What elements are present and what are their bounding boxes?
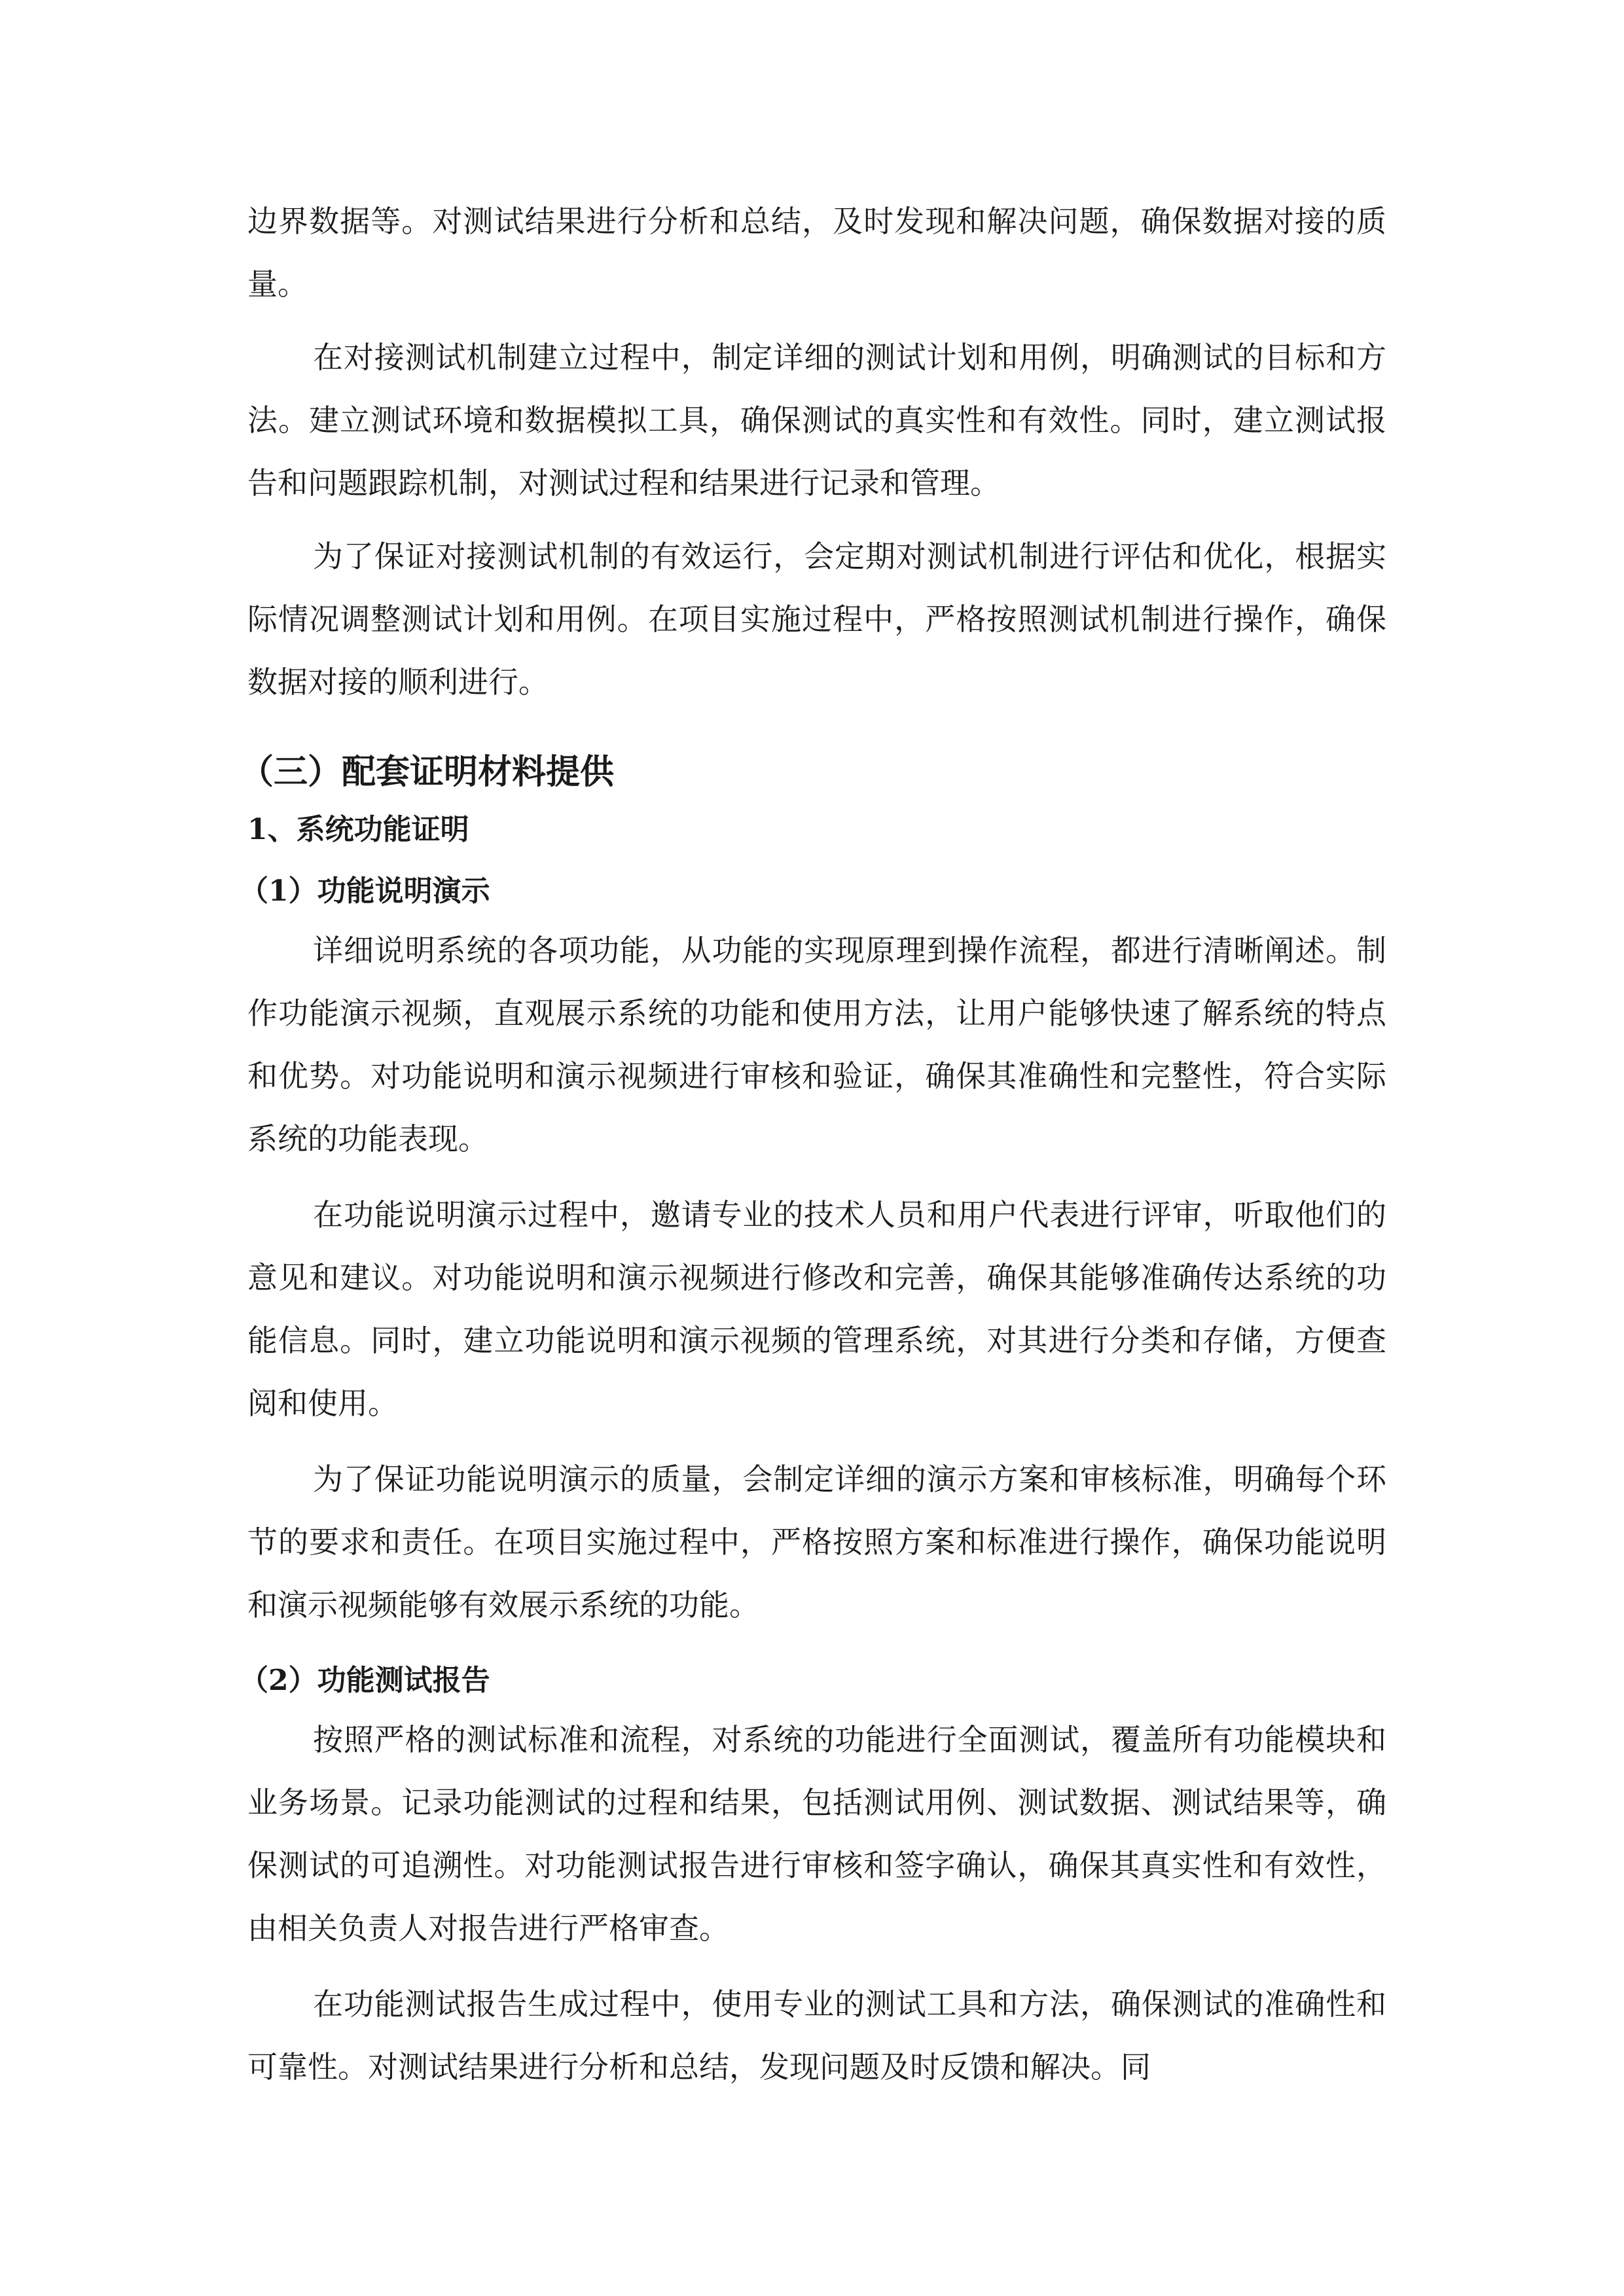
paragraph-1: 边界数据等。对测试结果进行分析和总结，及时发现和解决问题，确保数据对接的质量。: [247, 204, 1386, 302]
section-heading: （三）配套证明材料提供: [240, 752, 615, 792]
paragraph-7: 按照严格的测试标准和流程，对系统的功能进行全面测试，覆盖所有功能模块和业务场景。记录功能测试的过程和结果，包括测试用例、测试数据、测试结果等，确保测试的可追溯性。对功能测试报告进行审核和签字确认，确保其真实性和有效性，由相关负责人对报告进行严格审查。: [247, 1722, 1386, 1946]
paragraph-8: 在功能测试报告生成过程中，使用专业的测试工具和方法，确保测试的准确性和可靠性。对测试结果进行分析和总结，发现问题及时反馈和解决。同: [247, 1986, 1386, 2085]
item-heading-2: （2）功能测试报告: [240, 1664, 490, 1697]
paragraph-3: 为了保证对接测试机制的有效运行，会定期对测试机制进行评估和优化，根据实际情况调整测试计划和用例。在项目实施过程中，严格按照测试机制进行操作，确保数据对接的顺利进行。: [247, 539, 1386, 700]
paragraph-2: 在对接测试机制建立过程中，制定详细的测试计划和用例，明确测试的目标和方法。建立测试环境和数据模拟工具，确保测试的真实性和有效性。同时，建立测试报告和问题跟踪机制，对测试过程和结果进行记录和管理。: [247, 340, 1386, 501]
paragraph-4: 详细说明系统的各项功能，从功能的实现原理到操作流程，都进行清晰阐述。制作功能演示视频，直观展示系统的功能和使用方法，让用户能够快速了解系统的特点和优势。对功能说明和演示视频进行审核和验证，确保其准确性和完整性，符合实际系统的功能表现。: [247, 933, 1386, 1157]
paragraph-5: 在功能说明演示过程中，邀请专业的技术人员和用户代表进行评审，听取他们的意见和建议。对功能说明和演示视频进行修改和完善，确保其能够准确传达系统的功能信息。同时，建立功能说明和演示视频的管理系统，对其进行分类和存储，方便查阅和使用。: [247, 1197, 1386, 1421]
subsection-heading: 1、系统功能证明: [247, 813, 469, 846]
paragraph-6: 为了保证功能说明演示的质量，会制定详细的演示方案和审核标准，明确每个环节的要求和责任。在项目实施过程中，严格按照方案和标准进行操作，确保功能说明和演示视频能够有效展示系统的功能。: [247, 1462, 1386, 1623]
item-heading-1: （1）功能说明演示: [240, 874, 490, 908]
